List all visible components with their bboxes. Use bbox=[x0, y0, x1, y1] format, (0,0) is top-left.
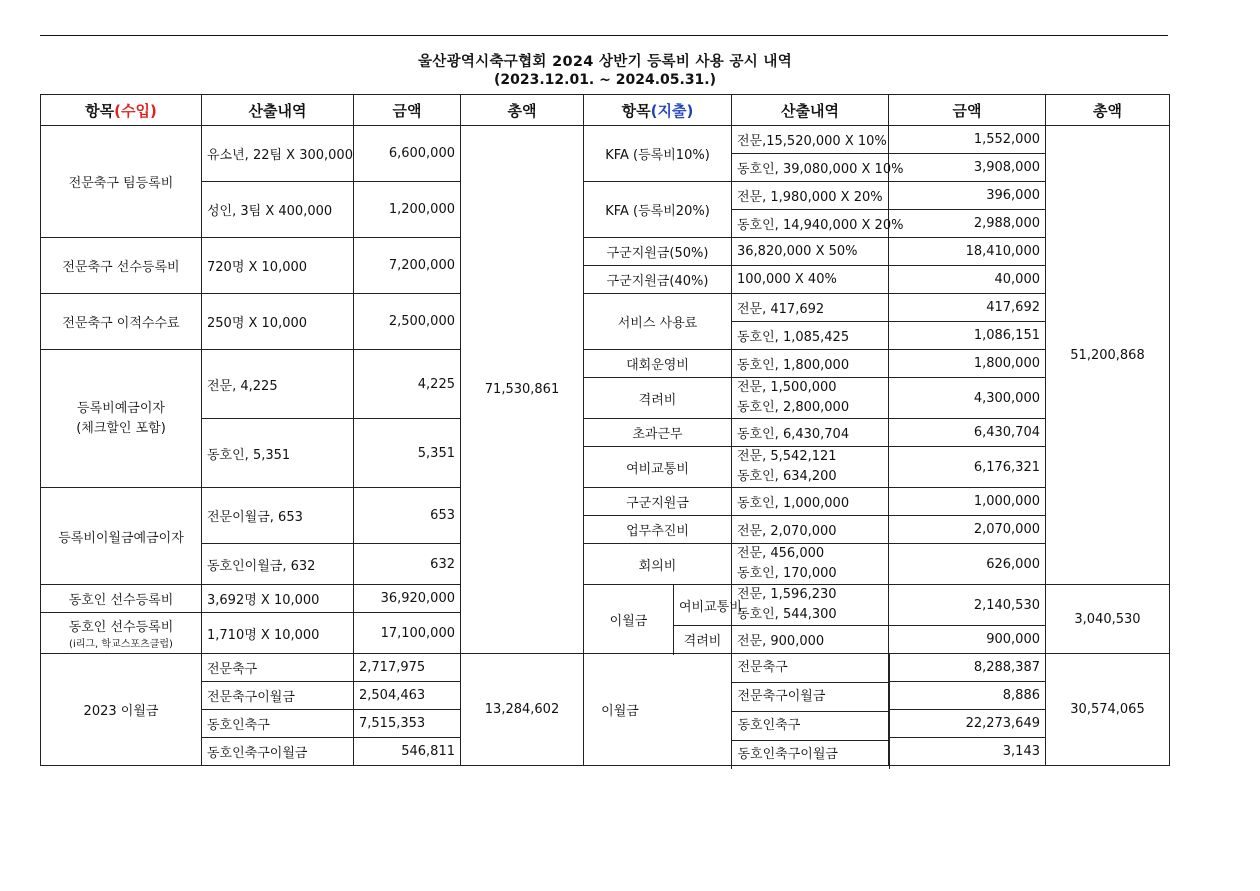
expense-calc: 동호인, 1,085,425 bbox=[732, 322, 889, 350]
income-player-reg-label: 전문축구 선수등록비 bbox=[41, 238, 202, 294]
carry-remain-name: 동호인축구 bbox=[731, 711, 889, 740]
income-amount: 653 bbox=[354, 488, 461, 544]
income-amount: 17,100,000 bbox=[354, 613, 461, 654]
expense-kfa20-label: KFA (등록비20%) bbox=[584, 182, 732, 238]
expense-travel-label: 여비교통비 bbox=[584, 447, 732, 488]
income-team-reg-label: 전문축구 팀등록비 bbox=[41, 126, 202, 238]
header-expense-amount: 금액 bbox=[889, 95, 1046, 126]
carry-2023-name: 전문축구 bbox=[202, 654, 354, 682]
table-row bbox=[41, 419, 1170, 447]
expense-calc: 동호인, 1,000,000 bbox=[732, 488, 889, 516]
carry-expense-total: 3,040,530 bbox=[1046, 585, 1170, 654]
expense-business-label: 업무추진비 bbox=[584, 516, 732, 544]
carry-remain-total: 30,574,065 bbox=[1046, 654, 1170, 766]
carry-encourage-label: 격려비 bbox=[674, 626, 732, 654]
income-amateur-reg2-label: 동호인 선수등록비 (i리그, 학교스포츠클럽) bbox=[41, 613, 202, 654]
expense-amount: 6,430,704 bbox=[889, 419, 1046, 447]
carry-remain-name: 전문축구이월금 bbox=[731, 682, 889, 711]
expense-total: 51,200,868 bbox=[1046, 126, 1170, 585]
header-income-calc: 산출내역 bbox=[202, 95, 354, 126]
expense-calc: 동호인, 14,940,000 X 20% bbox=[732, 210, 889, 238]
expense-amount: 1,086,151 bbox=[889, 322, 1046, 350]
income-calc: 전문이월금, 653 bbox=[202, 488, 354, 544]
carry-remain-amount: 22,273,649 bbox=[889, 710, 1046, 738]
income-amount: 4,225 bbox=[354, 350, 461, 419]
carry-expense-label: 이월금 bbox=[584, 585, 674, 654]
carry-remain-amount: 8,886 bbox=[889, 682, 1046, 710]
expense-district40-label: 구군지원금(40%) bbox=[584, 266, 732, 294]
carry-2023-name: 동호인축구이월금 bbox=[202, 738, 354, 766]
expense-amount: 2,140,530 bbox=[889, 585, 1046, 626]
expense-meeting-ops-label: 대회운영비 bbox=[584, 350, 732, 378]
carry-remain-names bbox=[731, 654, 890, 769]
expense-encourage-label: 격려비 bbox=[584, 378, 732, 419]
header-expense-total: 총액 bbox=[1046, 95, 1170, 126]
income-amount: 2,500,000 bbox=[354, 294, 461, 350]
expense-calc: 전문, 5,542,121 동호인, 634,200 bbox=[732, 447, 889, 488]
income-transfer-label: 전문축구 이적수수료 bbox=[41, 294, 202, 350]
carry-2023-amount: 546,811 bbox=[354, 738, 461, 766]
income-deposit-interest-label: 등록비예금이자 (체크할인 포함) bbox=[41, 350, 202, 488]
expense-amount: 4,300,000 bbox=[889, 378, 1046, 419]
expense-amount: 2,988,000 bbox=[889, 210, 1046, 238]
table-row bbox=[41, 350, 1170, 378]
table-row bbox=[41, 294, 1170, 322]
carry-travel-label: 여비교통비 bbox=[674, 585, 732, 626]
carry-remain-amount: 3,143 bbox=[889, 738, 1046, 766]
income-amount: 632 bbox=[354, 544, 461, 585]
header-income-item: 항목(수입) bbox=[41, 95, 202, 126]
top-rule bbox=[40, 35, 1168, 36]
table-row bbox=[41, 238, 1170, 266]
income-amount: 7,200,000 bbox=[354, 238, 461, 294]
expense-overtime-label: 초과근무 bbox=[584, 419, 732, 447]
income-amateur-reg-label: 동호인 선수등록비 bbox=[41, 585, 202, 613]
header-expense-item: 항목(지출) bbox=[584, 95, 732, 126]
income-calc: 유소년, 22팀 X 300,000 bbox=[202, 126, 354, 182]
expense-district-label: 구군지원금 bbox=[584, 488, 732, 516]
expense-calc: 전문, 1,596,230 동호인, 544,300 bbox=[732, 585, 889, 626]
carry-remain-amount: 8,288,387 bbox=[889, 654, 1046, 682]
expense-calc: 전문, 2,070,000 bbox=[732, 516, 889, 544]
income-calc: 동호인, 5,351 bbox=[202, 419, 354, 488]
expense-calc: 동호인, 39,080,000 X 10% bbox=[732, 154, 889, 182]
income-amount: 6,600,000 bbox=[354, 126, 461, 182]
expense-calc: 전문, 1,980,000 X 20% bbox=[732, 182, 889, 210]
carry-remain-name: 동호인축구이월금 bbox=[731, 740, 889, 769]
expense-amount: 396,000 bbox=[889, 182, 1046, 210]
carry-2023-amount: 2,504,463 bbox=[354, 682, 461, 710]
expense-calc: 100,000 X 40% bbox=[732, 266, 889, 294]
carry-2023-name: 동호인축구 bbox=[202, 710, 354, 738]
income-calc: 720명 X 10,000 bbox=[202, 238, 354, 294]
income-amount: 5,351 bbox=[354, 419, 461, 488]
carry-2023-name: 전문축구이월금 bbox=[202, 682, 354, 710]
expense-calc: 전문, 417,692 bbox=[732, 294, 889, 322]
expense-amount: 6,176,321 bbox=[889, 447, 1046, 488]
expense-amount: 3,908,000 bbox=[889, 154, 1046, 182]
income-calc: 동호인이월금, 632 bbox=[202, 544, 354, 585]
income-calc: 3,692명 X 10,000 bbox=[202, 585, 354, 613]
income-total: 71,530,861 bbox=[461, 126, 584, 654]
expense-calc: 전문, 456,000 동호인, 170,000 bbox=[732, 544, 889, 585]
expense-calc: 전문,15,520,000 X 10% bbox=[732, 126, 889, 154]
expense-service-label: 서비스 사용료 bbox=[584, 294, 732, 350]
expense-amount: 626,000 bbox=[889, 544, 1046, 585]
header-income-amount: 금액 bbox=[354, 95, 461, 126]
document-period: (2023.12.01. ~ 2024.05.31.) bbox=[493, 72, 717, 88]
expense-amount: 2,070,000 bbox=[889, 516, 1046, 544]
fee-disclosure-table bbox=[40, 94, 1170, 766]
carry-2023-total: 13,284,602 bbox=[461, 654, 584, 766]
expense-calc: 전문, 900,000 bbox=[732, 626, 889, 654]
expense-calc: 동호인, 1,800,000 bbox=[732, 350, 889, 378]
income-calc: 1,710명 X 10,000 bbox=[202, 613, 354, 654]
expense-calc: 36,820,000 X 50% bbox=[732, 238, 889, 266]
expense-district50-label: 구군지원금(50%) bbox=[584, 238, 732, 266]
carry-remain-name: 전문축구 bbox=[731, 654, 889, 682]
header-row bbox=[41, 95, 1170, 126]
expense-amount: 18,410,000 bbox=[889, 238, 1046, 266]
table-row bbox=[41, 182, 1170, 210]
carry-2023-label: 2023 이월금 bbox=[41, 654, 202, 766]
document-title: 울산광역시축구협회 2024 상반기 등록비 사용 공시 내역 bbox=[417, 54, 793, 70]
income-carryover-interest-label: 등록비이월금예금이자 bbox=[41, 488, 202, 585]
table-row bbox=[41, 654, 1170, 682]
table-row bbox=[41, 126, 1170, 154]
expense-amount: 1,552,000 bbox=[889, 126, 1046, 154]
header-income-total: 총액 bbox=[461, 95, 584, 126]
income-calc: 250명 X 10,000 bbox=[202, 294, 354, 350]
income-amount: 36,920,000 bbox=[354, 585, 461, 613]
expense-amount: 417,692 bbox=[889, 294, 1046, 322]
carry-2023-amount: 2,717,975 bbox=[354, 654, 461, 682]
income-calc: 전문, 4,225 bbox=[202, 350, 354, 419]
carry-2023-amount: 7,515,353 bbox=[354, 710, 461, 738]
carry-remain-label: 이월금 bbox=[584, 654, 889, 766]
expense-amount: 1,800,000 bbox=[889, 350, 1046, 378]
table-row bbox=[41, 488, 1170, 516]
expense-amount: 1,000,000 bbox=[889, 488, 1046, 516]
expense-calc: 전문, 1,500,000 동호인, 2,800,000 bbox=[732, 378, 889, 419]
income-amount: 1,200,000 bbox=[354, 182, 461, 238]
expense-conference-label: 회의비 bbox=[584, 544, 732, 585]
expense-kfa10-label: KFA (등록비10%) bbox=[584, 126, 732, 182]
expense-amount: 900,000 bbox=[889, 626, 1046, 654]
expense-calc: 동호인, 6,430,704 bbox=[732, 419, 889, 447]
income-calc: 성인, 3팀 X 400,000 bbox=[202, 182, 354, 238]
expense-amount: 40,000 bbox=[889, 266, 1046, 294]
header-expense-calc: 산출내역 bbox=[732, 95, 889, 126]
